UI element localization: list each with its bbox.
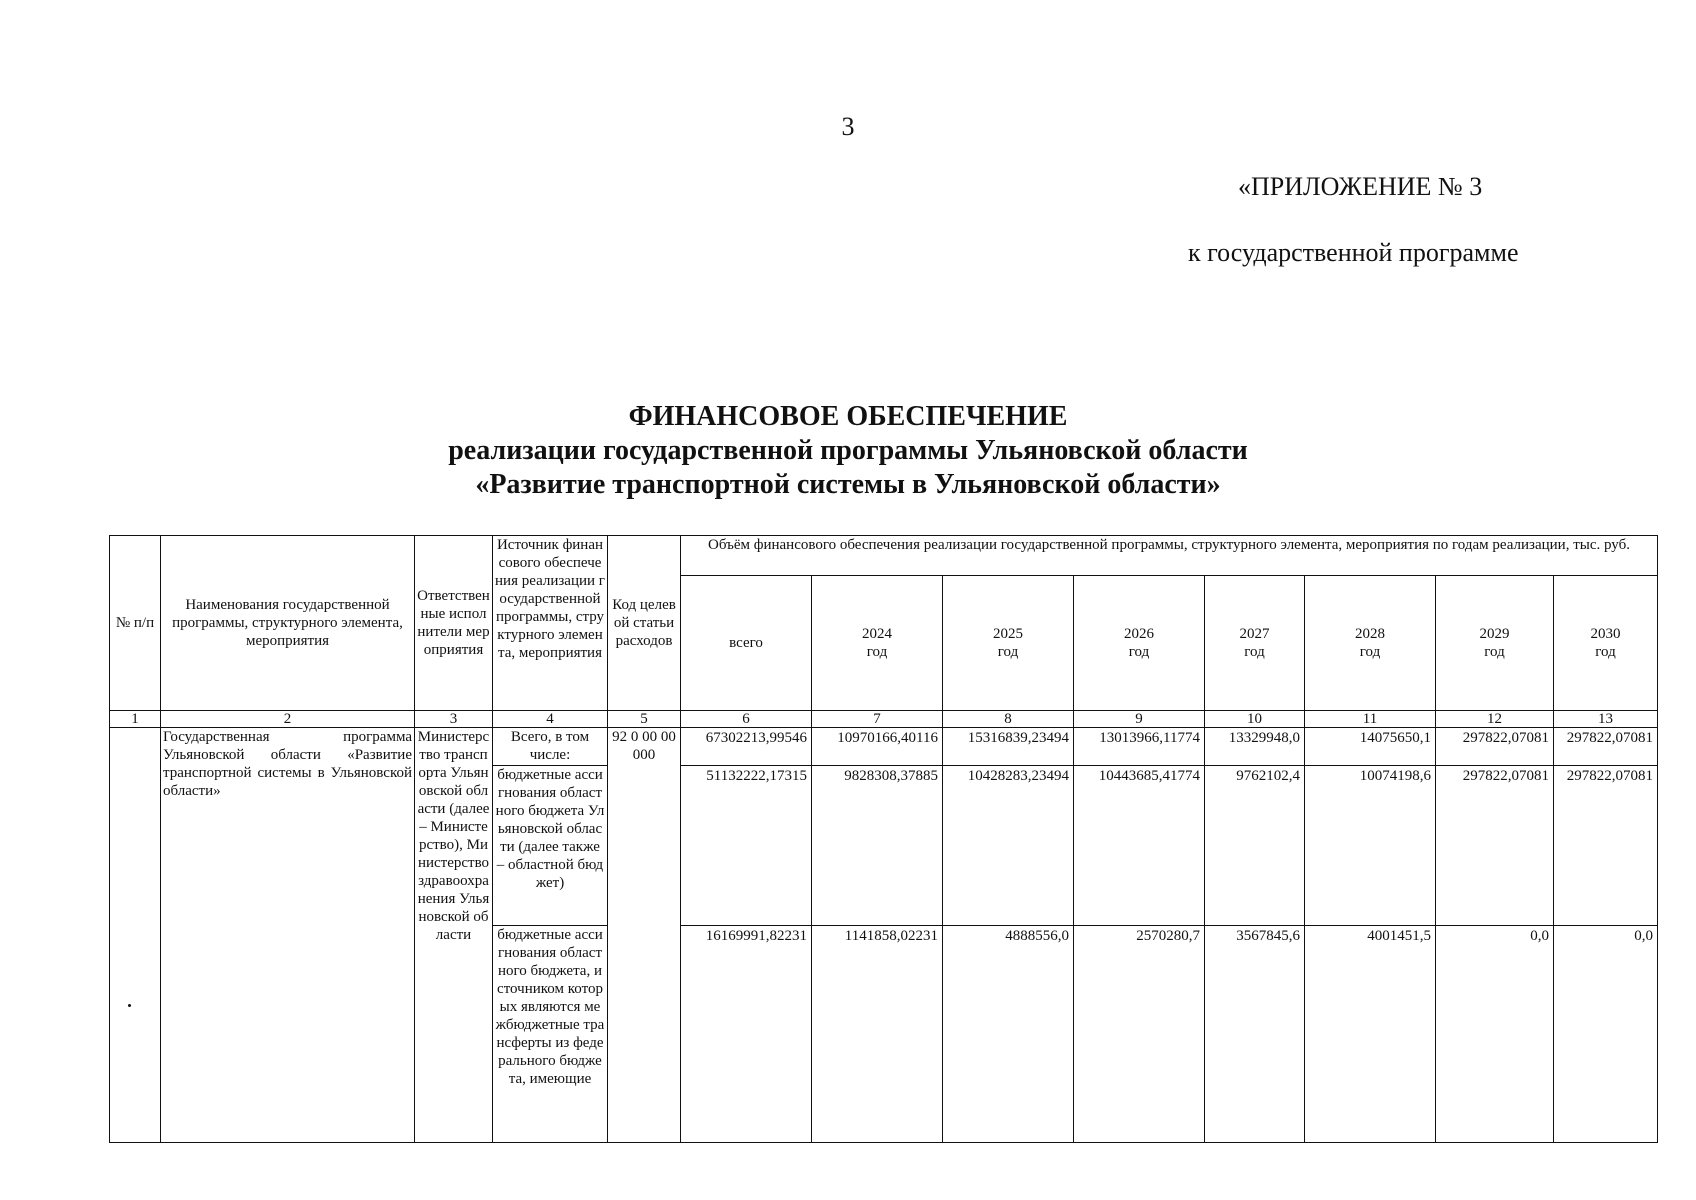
header-year-2024: 2024 год (812, 576, 943, 711)
value-total: 16169991,82231 (681, 926, 812, 1143)
col-index: 11 (1305, 711, 1436, 728)
scan-speck (128, 1004, 131, 1007)
value-2027: 9762102,4 (1205, 766, 1305, 926)
col-index: 2 (161, 711, 415, 728)
appendix-heading: «ПРИЛОЖЕНИЕ № 3 (1238, 172, 1483, 201)
program-code: 92 0 00 00000 (608, 728, 681, 1143)
title-line-2: реализации государственной программы Ульяновской области (448, 435, 1248, 466)
value-2025: 15316839,23494 (943, 728, 1074, 766)
header-code: Код целевой статьи расходов (608, 536, 681, 711)
header-year-2025: 2025 год (943, 576, 1074, 711)
value-2026: 2570280,7 (1074, 926, 1205, 1143)
col-index: 12 (1436, 711, 1554, 728)
value-total: 51132222,17315 (681, 766, 812, 926)
value-2028: 4001451,5 (1305, 926, 1436, 1143)
source-regional-budget: бюджетные ассигнования областного бюджета Ульяновской области (далее также – областной бюджет) (493, 766, 608, 926)
value-2025: 4888556,0 (943, 926, 1074, 1143)
value-2030: 297822,07081 (1554, 766, 1658, 926)
value-2025: 10428283,23494 (943, 766, 1074, 926)
value-2029: 297822,07081 (1436, 728, 1554, 766)
source-total: Всего, в том числе: (493, 728, 608, 766)
source-federal-transfers: бюджетные ассигнования областного бюджета, источником которых являются межбюджетные трансферты из федерального бюджета, имеющие (493, 926, 608, 1143)
value-2026: 10443685,41774 (1074, 766, 1205, 926)
header-year-2027: 2027 год (1205, 576, 1305, 711)
header-year-2028: 2028 год (1305, 576, 1436, 711)
document-title (0, 400, 1696, 502)
table-row (110, 728, 1658, 766)
header-volume: Объём финансового обеспечения реализации государственной программы, структурного элемента, мероприятия по годам реализации, тыс. руб. (681, 536, 1658, 576)
value-2030: 297822,07081 (1554, 728, 1658, 766)
col-index: 4 (493, 711, 608, 728)
header-num: № п/п (110, 536, 161, 711)
col-index: 1 (110, 711, 161, 728)
financing-table (109, 535, 1658, 1143)
col-index: 8 (943, 711, 1074, 728)
col-index: 5 (608, 711, 681, 728)
header-total: всего (681, 576, 812, 711)
col-index: 3 (415, 711, 493, 728)
value-2029: 297822,07081 (1436, 766, 1554, 926)
appendix-subheading: к государственной программе (1188, 238, 1519, 267)
value-2024: 9828308,37885 (812, 766, 943, 926)
col-index: 7 (812, 711, 943, 728)
program-num (110, 728, 161, 1143)
program-name: Государственная программа Ульяновской области «Развитие транспортной системы в Ульяновской области» (161, 728, 415, 1143)
value-total: 67302213,99546 (681, 728, 812, 766)
col-index: 9 (1074, 711, 1205, 728)
value-2024: 1141858,02231 (812, 926, 943, 1143)
value-2028: 10074198,6 (1305, 766, 1436, 926)
title-line-1: ФИНАНСОВОЕ ОБЕСПЕЧЕНИЕ (628, 401, 1068, 432)
page-number: 3 (841, 112, 855, 141)
header-name: Наименования государственной программы, структурного элемента, мероприятия (161, 536, 415, 711)
value-2028: 14075650,1 (1305, 728, 1436, 766)
col-index: 10 (1205, 711, 1305, 728)
col-index: 13 (1554, 711, 1658, 728)
value-2024: 10970166,40116 (812, 728, 943, 766)
header-responsible: Ответственные исполнители мероприятия (415, 536, 493, 711)
header-source: Источник финансового обеспечения реализации государственной программы, структурного элемента, мероприятия (493, 536, 608, 711)
column-index-row (110, 711, 1658, 728)
header-year-2029: 2029 год (1436, 576, 1554, 711)
value-2026: 13013966,11774 (1074, 728, 1205, 766)
value-2027: 3567845,6 (1205, 926, 1305, 1143)
col-index: 6 (681, 711, 812, 728)
title-line-3: «Развитие транспортной системы в Ульяновской области» (475, 469, 1221, 500)
value-2029: 0,0 (1436, 926, 1554, 1143)
value-2030: 0,0 (1554, 926, 1658, 1143)
header-year-2026: 2026 год (1074, 576, 1205, 711)
value-2027: 13329948,0 (1205, 728, 1305, 766)
header-year-2030: 2030 год (1554, 576, 1658, 711)
program-responsible: Министерство транспорта Ульяновской области (далее – Министерство), Министерство здравоохранения Ульяновской области (415, 728, 493, 1143)
